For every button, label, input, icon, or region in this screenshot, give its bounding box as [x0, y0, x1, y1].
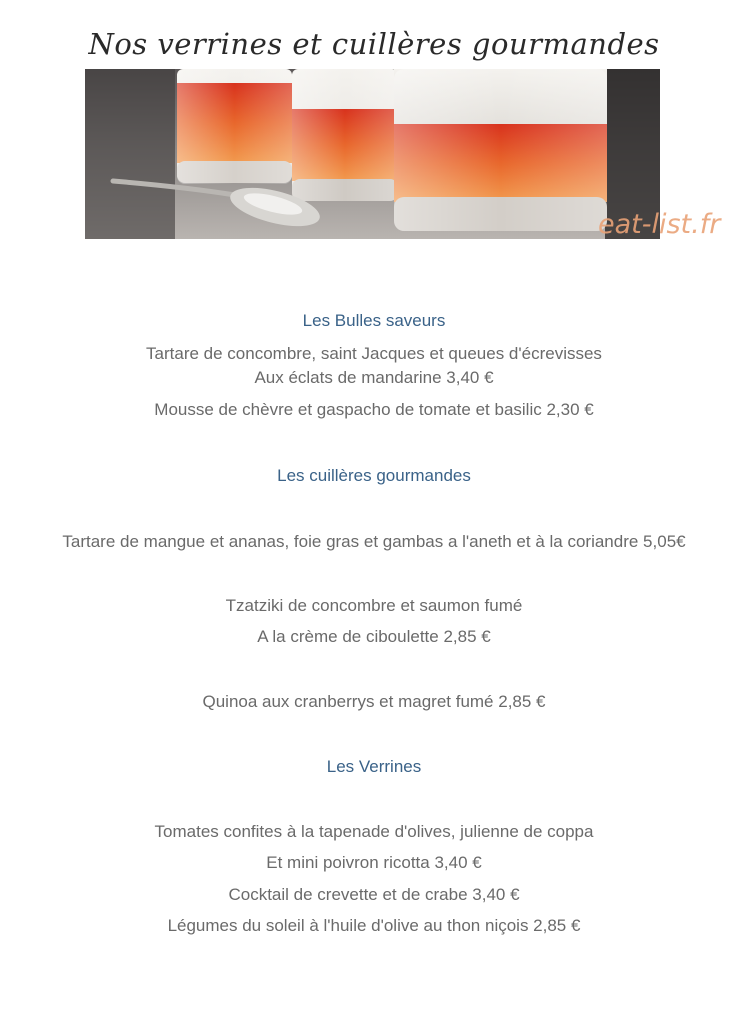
- menu-item: Tomates confites à la tapenade d'olives, julienne de coppa: [154, 822, 594, 841]
- watermark: eat-list.fr: [598, 209, 721, 240]
- menu-item: Tartare de mangue et ananas, foie gras et gambas a l'aneth et à la coriandre 5,05€: [62, 532, 686, 551]
- section-heading-verrines: Les Verrines: [326, 757, 422, 776]
- menu-item: Tartare de concombre, saint Jacques et queues d'écrevisses: [146, 344, 602, 363]
- menu-item: Quinoa aux cranberrys et magret fumé 2,85 €: [202, 692, 546, 711]
- verrine-glass-middle: [292, 69, 398, 201]
- menu-item: Mousse de chèvre et gaspacho de tomate et basilic 2,30 €: [154, 400, 594, 419]
- verrine-glass-right: [394, 69, 607, 231]
- verrine-glass-left: [177, 69, 292, 184]
- menu-item: Tzatziki de concombre et saumon fumé: [225, 596, 523, 615]
- menu-item: Aux éclats de mandarine 3,40 €: [254, 368, 494, 387]
- menu-item: Et mini poivron ricotta 3,40 €: [266, 853, 482, 872]
- menu-item: Cocktail de crevette et de crabe 3,40 €: [228, 885, 520, 904]
- menu-item: A la crème de ciboulette 2,85 €: [257, 627, 491, 646]
- hero-image: [85, 69, 660, 239]
- page-title: Nos verrines et cuillères gourmandes: [88, 27, 660, 61]
- section-heading-bulles: Les Bulles saveurs: [302, 311, 446, 330]
- section-heading-cuilleres: Les cuillères gourmandes: [277, 466, 471, 485]
- menu-item: Légumes du soleil à l'huile d'olive au thon niçois 2,85 €: [167, 916, 581, 935]
